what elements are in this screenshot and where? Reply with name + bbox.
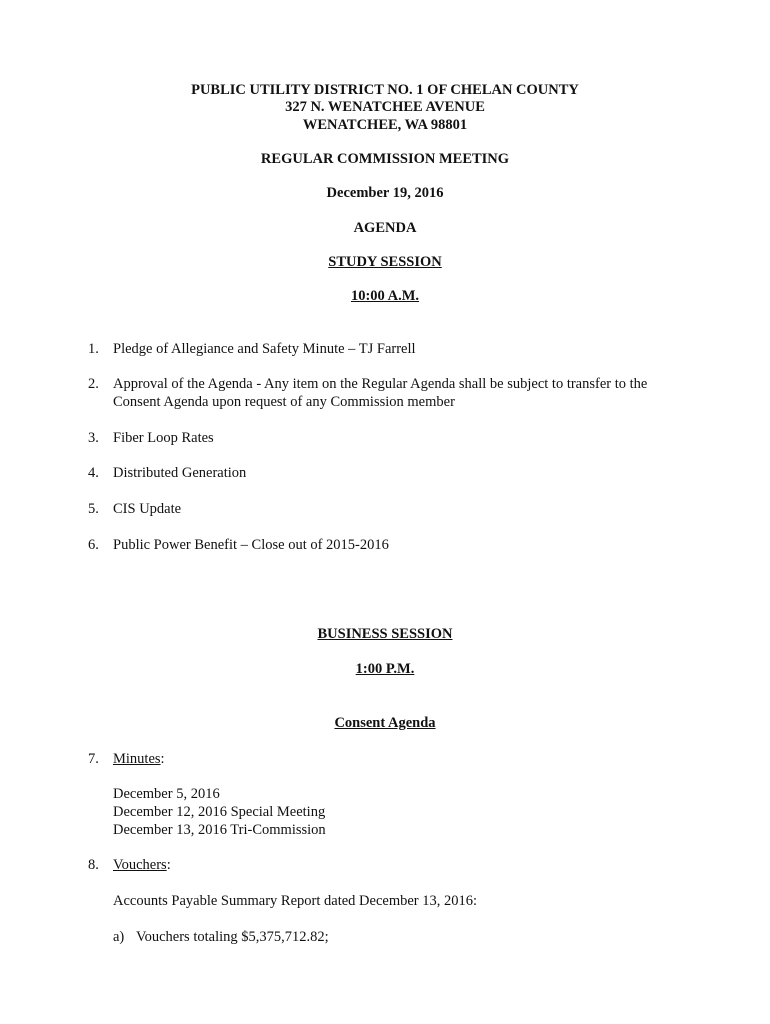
minutes-label: Minutes bbox=[113, 751, 161, 767]
item-number: 4. bbox=[88, 465, 99, 481]
minutes-entry: December 5, 2016 bbox=[113, 786, 220, 802]
business-session-title: BUSINESS SESSION bbox=[317, 626, 453, 642]
agenda-item-text: Pledge of Allegiance and Safety Minute – TJ Farrell bbox=[113, 341, 416, 357]
accounts-payable-report: Accounts Payable Summary Report dated December 13, 2016: bbox=[113, 893, 478, 909]
item-number: 2. bbox=[88, 376, 99, 392]
agenda-item-text: CIS Update bbox=[113, 501, 182, 517]
study-session-title: STUDY SESSION bbox=[328, 254, 442, 270]
org-name: PUBLIC UTILITY DISTRICT NO. 1 OF CHELAN COUNTY bbox=[191, 82, 579, 98]
address-line-1: 327 N. WENATCHEE AVENUE bbox=[285, 99, 485, 115]
vouchers-total: Vouchers totaling $5,375,712.82; bbox=[136, 929, 329, 945]
minutes-entry: December 12, 2016 Special Meeting bbox=[113, 804, 326, 820]
minutes-colon: : bbox=[160, 751, 165, 767]
item-number: 6. bbox=[88, 537, 99, 553]
agenda-heading: AGENDA bbox=[353, 220, 417, 236]
consent-agenda-title: Consent Agenda bbox=[334, 715, 436, 731]
agenda-item-text-continued: Consent Agenda upon request of any Commission member bbox=[113, 394, 455, 410]
minutes-entry: December 13, 2016 Tri-Commission bbox=[113, 822, 326, 838]
agenda-item-text: Fiber Loop Rates bbox=[113, 430, 214, 446]
vouchers-colon: : bbox=[166, 857, 171, 873]
item-number: 7. bbox=[88, 751, 99, 767]
study-session-time: 10:00 A.M. bbox=[350, 288, 420, 304]
item-number: 5. bbox=[88, 501, 99, 517]
minutes-heading bbox=[113, 750, 165, 768]
agenda-item-text: Public Power Benefit – Close out of 2015-2016 bbox=[113, 537, 389, 553]
address-line-2: WENATCHEE, WA 98801 bbox=[302, 117, 468, 133]
agenda-item-text: Distributed Generation bbox=[113, 465, 247, 481]
sub-item-label: a) bbox=[113, 929, 125, 945]
vouchers-label: Vouchers bbox=[113, 857, 167, 873]
meeting-date: December 19, 2016 bbox=[326, 185, 444, 201]
agenda-item-text: Approval of the Agenda - Any item on the Regular Agenda shall be subject to transfer to the bbox=[113, 376, 648, 392]
item-number: 8. bbox=[88, 857, 99, 873]
business-session-time: 1:00 P.M. bbox=[355, 661, 415, 677]
item-number: 3. bbox=[88, 430, 99, 446]
meeting-title: REGULAR COMMISSION MEETING bbox=[260, 151, 510, 167]
vouchers-heading bbox=[113, 856, 171, 874]
item-number: 1. bbox=[88, 341, 99, 357]
